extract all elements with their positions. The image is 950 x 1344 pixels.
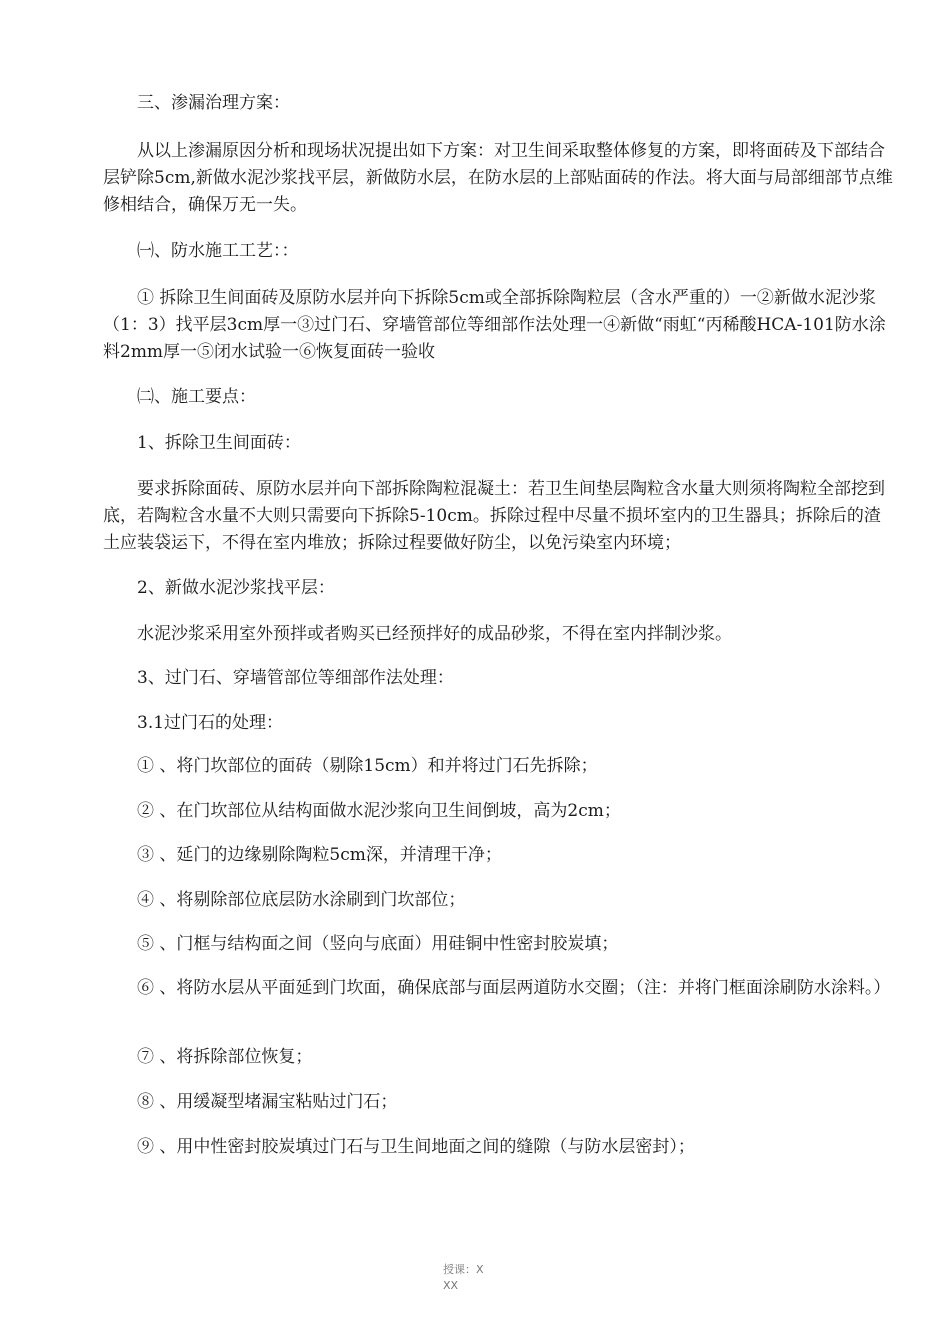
step-item: ⑧ 、用缓凝型堵漏宝粘贴过门石； xyxy=(137,1092,398,1112)
point3-title: 3、过门石、穿墙管部位等细部作法处理： xyxy=(137,668,454,688)
point2-body: 水泥沙浆采用室外预拌或者购买已经预拌好的成品砂浆，不得在室内拌制沙浆。 xyxy=(137,624,732,644)
sub2-title: ㈡、施工要点： xyxy=(137,387,256,407)
intro-paragraph: 从以上渗漏原因分析和现场状况提出如下方案：对卫生间采取整体修复的方案，即将面砖及下部结合层铲除5cm,新做水泥沙浆找平层，新做防水层，在防水层的上部贴面砖的作法。将大面与局部细部节点维修相结合，确保万无一失。 xyxy=(103,141,893,215)
step-item: ③ 、延门的边缘剔除陶粒5cm深，并清理干净； xyxy=(137,845,502,865)
point1-body: 要求拆除面砖、原防水层并向下部拆除陶粒混凝土：若卫生间垫层陶粒含水量大则须将陶粒全部挖到底，若陶粒含水量不大则只需要向下拆除5-10cm。拆除过程中尽量不损坏室内的卫生器具；拆除后的渣土应装袋运下，不得在室内堆放；拆除过程要做好防尘，以免污染室内环境； xyxy=(103,479,885,553)
step-item: ⑤ 、门框与结构面之间（竖向与底面）用硅铜中性密封胶炭填； xyxy=(137,934,619,954)
step-item: ② 、在门坎部位从结构面做水泥沙浆向卫生间倒坡，高为2cm； xyxy=(137,801,621,821)
footer-line-2: XX xyxy=(443,1279,459,1292)
sub1-title: ㈠、防水施工工艺：： xyxy=(137,241,299,261)
point2-title: 2、新做水泥沙浆找平层： xyxy=(137,578,335,598)
step-item: ⑥ 、将防水层从平面延到门坎面，确保底部与面层两道防水交圈；（注：并将门框面涂刷防水涂料。） xyxy=(137,978,891,998)
point1-title: 1、拆除卫生间面砖： xyxy=(137,433,301,453)
step-item: ① 、将门坎部位的面砖（剔除15cm）和并将过门石先拆除； xyxy=(137,756,598,776)
point31-title: 3.1过门石的处理： xyxy=(137,713,284,733)
step-item: ⑨ 、用中性密封胶炭填过门石与卫生间地面之间的缝隙（与防水层密封）； xyxy=(137,1137,695,1157)
footer-line-1: 授课：X xyxy=(443,1263,484,1276)
step-item: ④ 、将剔除部位底层防水涂刷到门坎部位； xyxy=(137,890,466,910)
section-title: 三、渗漏治理方案： xyxy=(137,93,290,113)
step-item: ⑦ 、将拆除部位恢复； xyxy=(137,1047,313,1067)
sub1-body: ① 拆除卫生间面砖及原防水层并向下拆除5cm或全部拆除陶粒层（含水严重的）一②新做水泥沙浆（1：3）找平层3cm厚一③过门石、穿墙管部位等细部作法处理一④新做“雨虹“丙稀酸HCA-101防水涂料2mm厚一⑤闭水试验一⑥恢复面砖一验收 xyxy=(103,288,886,362)
